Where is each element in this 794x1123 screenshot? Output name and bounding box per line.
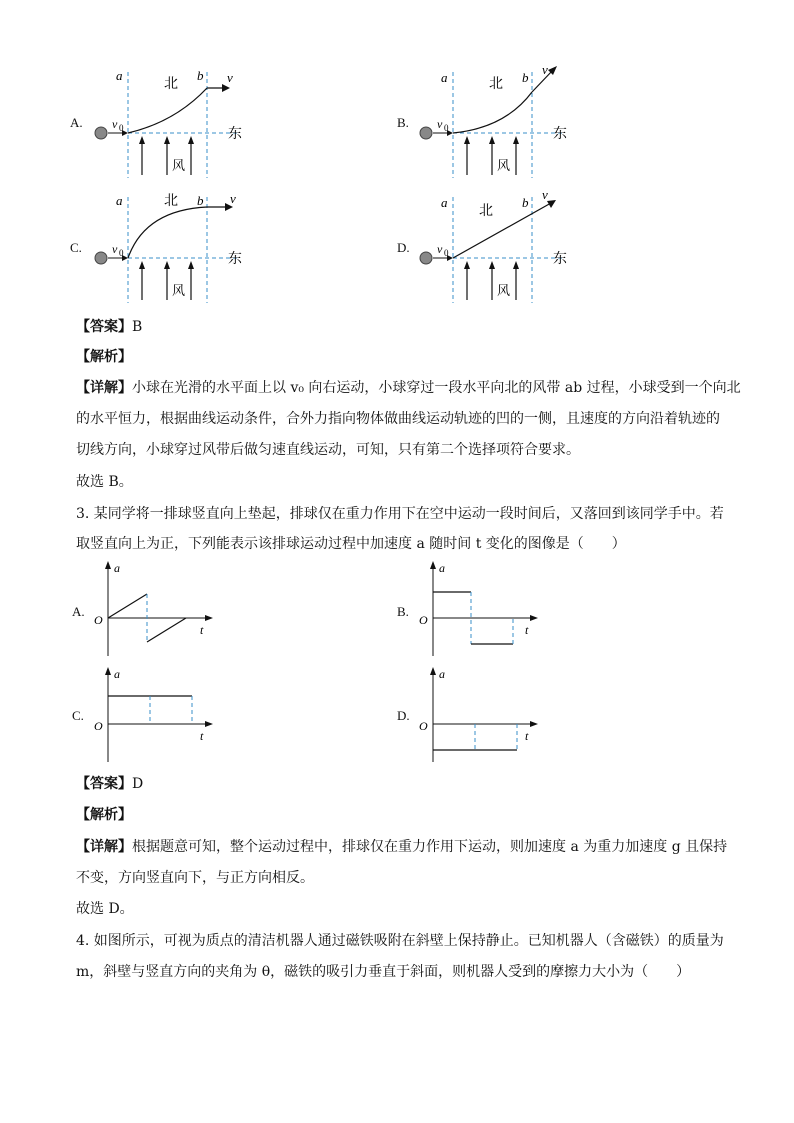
q3-graph-b [415,558,545,658]
q2-conclusion: 故选 B。 [76,474,133,490]
q3-option-b-label[interactable]: B. [397,604,409,619]
q3-detail-line-1: 【详解】根据题意可知，整个运动过程中，排球仅在重力作用下运动，则加速度 a 为重力加速度 g 且保持 [76,839,728,855]
q2-d-label-b: b [522,195,529,210]
q2-c-east: 东 [228,252,242,267]
q3-stem-line-2: 取竖直向上为正，下列能表示该排球运动过程中加速度 a 随时间 t 变化的图像是（ ） [76,536,626,552]
q2-d-label-a: a [441,195,448,210]
q2-b-label-v: v [542,62,548,77]
q3-c-origin: O [94,719,103,733]
q2-c-north: 北 [164,194,178,209]
q2-b-v0: v [437,117,443,131]
q2-option-a-label[interactable]: A. [70,115,83,130]
q2-detail-line-1: 【详解】小球在光滑的水平面上以 v₀ 向右运动，小球穿过一段水平向北的风带 ab 过程，小球受到一个向北 [76,380,741,396]
q3-b-axis-t: t [525,623,529,637]
q3-detail-line-2: 不变，方向竖直向下，与正方向相反。 [76,870,314,886]
q3-a-axis-t: t [200,623,204,637]
q2-b-north: 北 [489,77,503,92]
q3-conclusion: 故选 D。 [76,901,134,917]
q2-detail-tag: 【详解】 [76,380,132,396]
q3-option-d-label[interactable]: D. [397,708,410,723]
q3-b-origin: O [419,613,428,627]
q2-b-label-a: a [441,70,448,85]
q2-b-east: 东 [553,127,567,142]
q2-answer-tag: 【答案】 [76,319,132,335]
q2-a-v0-sub: 0 [119,123,124,133]
q3-d-axis-a: a [439,667,445,681]
q3-graph-c [90,664,220,764]
q3-graph-d [415,664,545,764]
q3-b-axis-a: a [439,561,445,575]
q2-c-label-a: a [116,193,123,208]
q2-figures [0,60,794,310]
q4-stem-line-2: m，斜壁与竖直方向的夹角为 θ，磁铁的吸引力垂直于斜面，则机器人受到的摩擦力大小为（ ） [76,964,691,980]
q3-c-axis-t: t [200,729,204,743]
q2-d-v0-sub: 0 [444,248,449,258]
q2-detail-line-2: 的水平恒力，根据曲线运动条件，合外力指向物体做曲线运动轨迹的凹的一侧，且速度的方向沿着轨迹的 [76,411,720,427]
q4-stem-line-1: 4. 如图所示，可视为质点的清洁机器人通过磁铁吸附在斜壁上保持静止。已知机器人（含磁铁）的质量为 [76,933,724,949]
q3-analysis-tag: 【解析】 [76,807,132,823]
q3-a-origin: O [94,613,103,627]
q2-a-label-b: b [197,68,204,83]
q2-a-north: 北 [164,77,178,92]
q3-answer-value: D [132,776,144,792]
q2-b-label-b: b [522,70,529,85]
q2-option-c-label[interactable]: C. [70,240,82,255]
q3-detail-tag: 【详解】 [76,839,132,855]
q3-a-axis-a: a [114,561,120,575]
q2-option-b-label[interactable]: B. [397,115,409,130]
q2-a-label-v: v [227,70,233,85]
q2-d-v0: v [437,242,443,256]
q2-option-a-diagram [90,60,270,180]
q2-b-wind: 风 [497,158,511,173]
q2-a-east: 东 [228,127,242,142]
q2-a-v0: v [112,117,118,131]
q2-d-label-v: v [542,187,548,202]
q2-answer-value: B [132,319,143,335]
q3-option-c-label[interactable]: C. [72,708,84,723]
q2-a-wind: 风 [172,158,186,173]
q2-a-label-a: a [116,68,123,83]
q3-answer-tag: 【答案】 [76,776,132,792]
q2-option-d-diagram [415,185,595,305]
q3-answer [76,774,143,794]
q3-c-axis-a: a [114,667,120,681]
q2-c-wind: 风 [172,283,186,298]
q2-d-east: 东 [553,252,567,267]
q3-d-axis-t: t [525,729,529,743]
q2-c-label-b: b [197,193,204,208]
q2-option-b-diagram [415,60,595,180]
q2-answer [76,317,142,337]
q2-c-v0: v [112,242,118,256]
q3-d-origin: O [419,719,428,733]
q2-option-d-label[interactable]: D. [397,240,410,255]
q3-graph-a [90,558,220,658]
q2-c-v0-sub: 0 [119,248,124,258]
q2-c-label-v: v [230,191,236,206]
q3-option-a-label[interactable]: A. [72,604,85,619]
q3-graphs [0,558,794,770]
q2-d-wind: 风 [497,283,511,298]
q2-option-c-diagram [90,185,270,305]
q2-analysis-tag: 【解析】 [76,349,132,365]
q2-d-north: 北 [479,204,493,219]
q2-detail-line-3: 切线方向，小球穿过风带后做匀速直线运动，可知，只有第二个选择项符合要求。 [76,442,580,458]
q3-stem-line-1: 3. 某同学将一排球竖直向上垫起，排球仅在重力作用下在空中运动一段时间后，又落回到该同学手中。若 [76,506,724,522]
q2-b-v0-sub: 0 [444,123,449,133]
